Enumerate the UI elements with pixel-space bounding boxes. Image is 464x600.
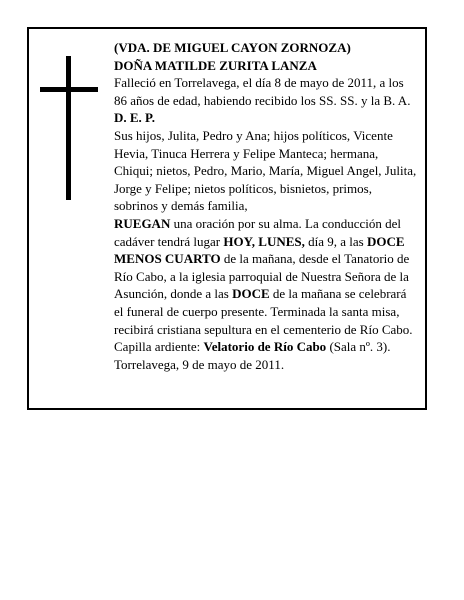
chapel-room: (Sala nº. 3). <box>326 339 391 355</box>
time-bold: DOCE MENOS CUARTO <box>114 233 405 267</box>
route-text: de la mañana, desde el Tanatorio de Río Cabo, a la iglesia parroquial de Nuestra Señora de la Asunción, donde a las <box>114 251 410 302</box>
cross-vertical-bar <box>66 56 71 200</box>
cross-icon <box>40 56 98 200</box>
family-line: Sus hijos, Julita, Pedro y Ana; hijos políticos, Vicente Hevia, Tinuca Herrera y Felipe Manteca; hermana, Chiqui; nietos, Pedro, Mario, María, Miguel Angel, Julita, Jorge y Felipe; nietos políticos, bisnietos, primos, sobrinos y demás familia, <box>114 127 417 214</box>
deceased-name: DOÑA MATILDE ZURITA LANZA <box>114 57 317 73</box>
ruegan-bold: RUEGAN <box>114 215 171 231</box>
obituary-notice-frame <box>27 27 427 410</box>
widow-line: (VDA. DE MIGUEL CAYON ZORNOZA) <box>114 40 351 55</box>
place-date: Torrelavega, 9 de mayo de 2011. <box>114 356 285 372</box>
chapel-name: Velatorio de Río Cabo <box>203 339 327 355</box>
chapel-line <box>114 338 419 356</box>
cross-horizontal-bar <box>40 87 98 92</box>
obituary-text <box>114 39 419 373</box>
ceremony-paragraph <box>114 215 419 338</box>
ruegan-text: una oración por su alma. La conducción del cadáver tendrá lugar <box>114 215 402 249</box>
day-text: día 9, a las <box>304 233 367 249</box>
dep-line: D. E. P. <box>114 110 156 126</box>
chapel-label: Capilla ardiente: <box>114 339 204 355</box>
mass-text: de la mañana se celebrará el funeral de cuerpo presente. Terminada la santa misa, recibirá cristiana sepultura en el cementerio de Río Cabo. <box>114 286 413 337</box>
mass-time-bold: DOCE <box>232 286 270 302</box>
day-bold: HOY, LUNES, <box>223 233 305 249</box>
death-line: Falleció en Torrelavega, el día 8 de mayo de 2011, a los 86 años de edad, habiendo recibido los SS. SS. y la B. A. <box>114 75 411 108</box>
